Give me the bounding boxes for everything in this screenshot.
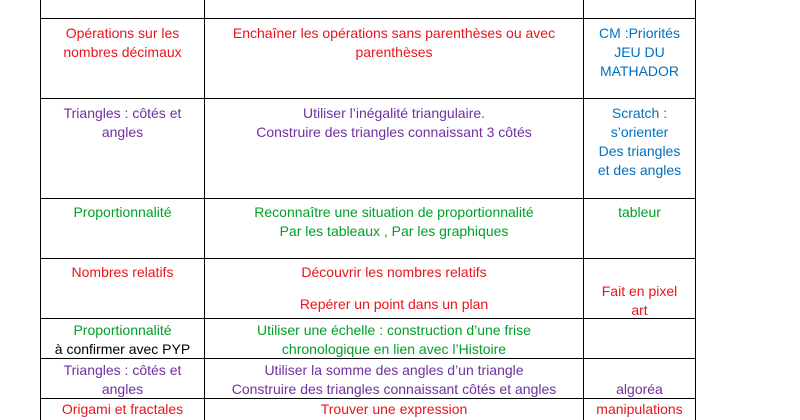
- table-row-topic: [41, 203, 204, 222]
- table-row-skills: [205, 263, 583, 314]
- table-row-tools: [584, 24, 695, 81]
- cell-text: Origami et fractales: [61, 401, 184, 417]
- cell-text: manipulations: [596, 401, 683, 417]
- cell-text: Utiliser une échelle : construction d’une frise: [257, 322, 531, 338]
- table-row-tools: [584, 282, 695, 320]
- cell-text: nombres décimaux: [63, 44, 182, 60]
- table-row-skills: [205, 104, 583, 142]
- table-row-tools: [584, 400, 695, 419]
- cell-text: et des angles: [597, 162, 682, 178]
- table-row-topic: [41, 24, 204, 62]
- cell-text: Découvrir les nombres relatifs: [301, 264, 487, 280]
- cell-text: Triangles : côtés et: [63, 362, 182, 378]
- table-row-topic: [41, 361, 204, 399]
- cell-text: à confirmer avec PYP: [54, 341, 191, 357]
- table-row-skills: [205, 321, 583, 359]
- cell-text: Fait en pixel: [601, 283, 678, 299]
- cell-text: Des triangles: [598, 143, 681, 159]
- cell-text: chronologique en lien avec l’Histoire: [281, 341, 507, 357]
- cell-text: Par les tableaux , Par les graphiques: [279, 223, 509, 239]
- row-divider: [40, 18, 696, 19]
- cell-text: art: [631, 302, 648, 318]
- cell-text: MATHADOR: [599, 63, 680, 79]
- cell-text: angles: [101, 381, 144, 397]
- cell-text: Enchaîner les opérations sans parenthèses ou avec: [232, 25, 556, 41]
- table-row-topic: [41, 263, 204, 282]
- cell-text: tableur: [618, 204, 661, 220]
- cell-text: Construire des triangles connaissant côtés et angles: [231, 381, 557, 397]
- cell-text: Nombres relatifs: [71, 264, 174, 280]
- cell-text: s’orienter: [610, 124, 669, 140]
- cell-text: Utiliser l’inégalité triangulaire.: [302, 105, 486, 121]
- cell-text: Reconnaître une situation de proportionnalité: [254, 204, 534, 220]
- table-row-tools: [584, 380, 695, 399]
- table-row-skills: [205, 203, 583, 241]
- table-row-tools: [584, 104, 695, 180]
- table-row-topic: [41, 104, 204, 142]
- cell-text: algoréa: [616, 381, 663, 397]
- row-divider: [40, 258, 696, 259]
- table-border-right: [695, 0, 696, 420]
- cell-text: Scratch :: [611, 105, 668, 121]
- cell-text: JEU DU: [614, 44, 665, 60]
- cell-text: CM :Priorités: [599, 25, 680, 41]
- table-row-tools: [584, 203, 695, 222]
- cell-text: Proportionnalité: [73, 204, 172, 220]
- table-row-topic: [41, 400, 204, 419]
- row-divider: [40, 98, 696, 99]
- cell-text: Trouver une expression: [320, 401, 468, 417]
- table-row-skills: [205, 400, 583, 419]
- cell-text: parenthèses: [355, 44, 433, 60]
- table-row-topic: [41, 321, 204, 359]
- row-divider: [40, 198, 696, 199]
- cell-text: angles: [101, 124, 144, 140]
- cell-text: Proportionnalité: [73, 322, 172, 338]
- cell-text: Utiliser la somme des angles d’un triangle: [264, 362, 524, 378]
- cell-text: Triangles : côtés et: [63, 105, 182, 121]
- cell-text: Opérations sur les: [65, 25, 180, 41]
- cell-text: Construire des triangles connaissant 3 côtés: [256, 124, 532, 140]
- table-row-skills: [205, 24, 583, 62]
- cell-text: Repérer un point dans un plan: [299, 296, 489, 312]
- table-row-skills: [205, 361, 583, 399]
